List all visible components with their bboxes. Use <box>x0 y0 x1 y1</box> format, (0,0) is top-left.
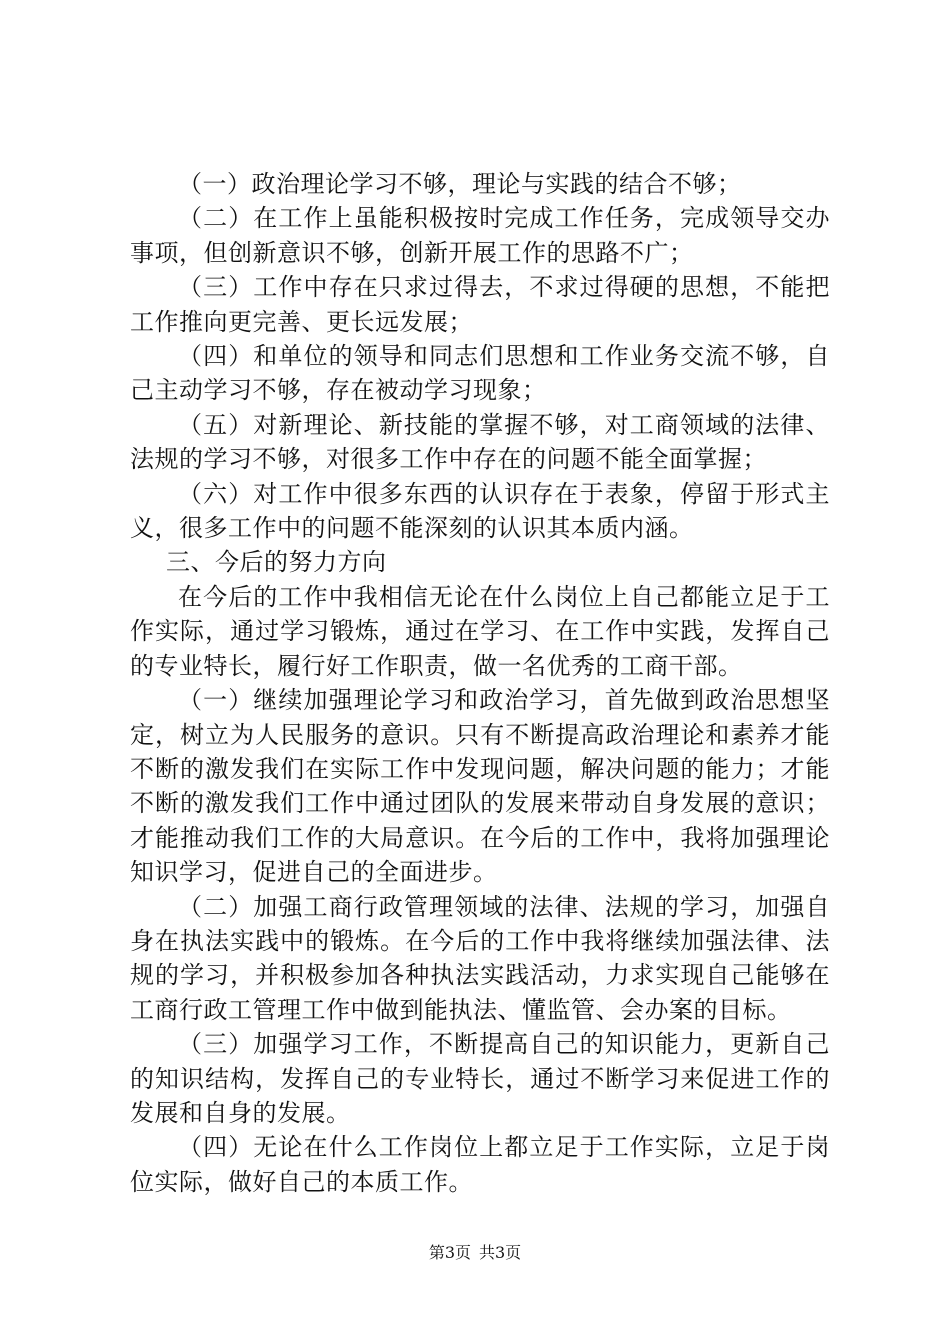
paragraph-shortcoming-3: （三）工作中存在只求过得去，不求过得硬的思想，不能把工作推向更完善、更长远发展； <box>130 273 830 336</box>
page-footer <box>0 1243 950 1263</box>
page-total: 共3页 <box>479 1243 522 1262</box>
paragraph-direction-1: （一）继续加强理论学习和政治学习，首先做到政治思想坚定，树立为人民服务的意识。只有不断提高政治理论和素养才能不断的激发我们在实际工作中发现问题，解决问题的能力；才能不断的激发我们工作中通过团队的发展来带动自身发展的意识；才能推动我们工作的大局意识。在今后的工作中，我将加强理论知识学习，促进自己的全面进步。 <box>130 686 830 887</box>
section-heading: 三、今后的努力方向 <box>166 548 387 577</box>
paragraph-direction-2: （二）加强工商行政管理领域的法律、法规的学习，加强自身在执法实践中的锻炼。在今后的工作中我将继续加强法律、法规的学习，并积极参加各种执法实践活动，力求实现自己能够在工商行政工管理工作中做到能执法、懂监管、会办案的目标。 <box>130 892 830 1024</box>
paragraph-intro: 在今后的工作中我相信无论在什么岗位上自己都能立足于工作实际，通过学习锻炼，通过在学习、在工作中实践，发挥自己的专业特长，履行好工作职责，做一名优秀的工商干部。 <box>130 582 830 680</box>
document-body <box>130 167 830 1199</box>
paragraph-shortcoming-1: （一）政治理论学习不够，理论与实践的结合不够； <box>178 170 742 198</box>
paragraph-shortcoming-6: （六）对工作中很多东西的认识存在于表象，停留于形式主义，很多工作中的问题不能深刻的认识其本质内涵。 <box>130 479 830 543</box>
paragraph-shortcoming-5: （五）对新理论、新技能的掌握不够，对工商领域的法律、法规的学习不够，对很多工作中存在的问题不能全面掌握； <box>130 410 830 474</box>
paragraph-direction-4: （四）无论在什么工作岗位上都立足于工作实际，立足于岗位实际，做好自己的本质工作。 <box>130 1133 830 1196</box>
page-number: 第3页 <box>428 1243 471 1262</box>
paragraph-shortcoming-2: （二）在工作上虽能积极按时完成工作任务，完成领导交办事项，但创新意识不够，创新开展工作的思路不广； <box>130 204 830 267</box>
paragraph-shortcoming-4: （四）和单位的领导和同志们思想和工作业务交流不够，自己主动学习不够，存在被动学习现象； <box>130 342 830 405</box>
paragraph-direction-3: （三）加强学习工作，不断提高自己的知识能力，更新自己的知识结构，发挥自己的专业特长，通过不断学习来促进工作的发展和自身的发展。 <box>130 1030 830 1127</box>
